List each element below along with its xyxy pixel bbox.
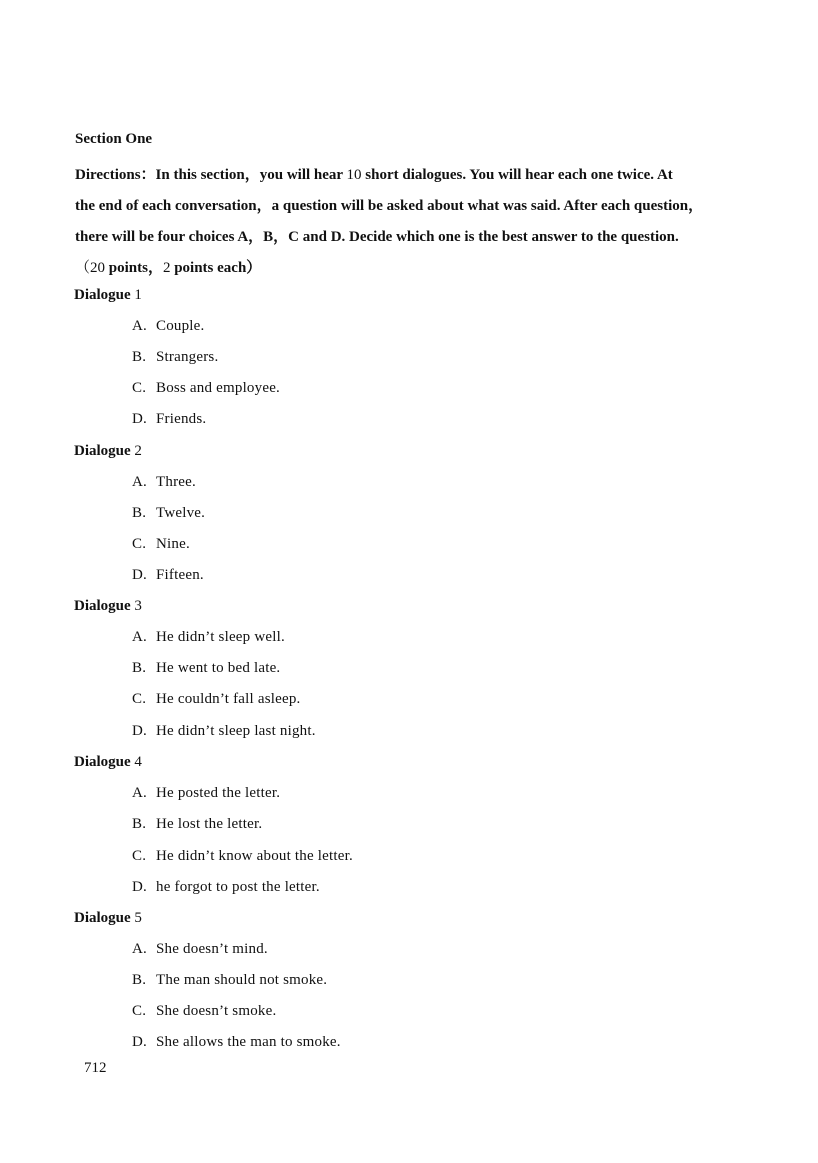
option-letter: A. xyxy=(132,941,147,957)
answer-option xyxy=(132,565,204,585)
option-letter: B. xyxy=(132,660,147,676)
option-text: He lost the letter. xyxy=(156,816,263,832)
option-letter: A. xyxy=(132,318,147,334)
page-number: 712 xyxy=(84,1060,107,1076)
option-text: Three. xyxy=(156,474,196,490)
dialogue-label: Dialogue xyxy=(74,754,131,770)
dialogue-heading xyxy=(74,752,142,772)
answer-option xyxy=(132,970,327,990)
points-total: 20 xyxy=(90,260,106,276)
option-letter: B. xyxy=(132,349,147,365)
answer-option xyxy=(132,1001,276,1021)
directions-line-4 xyxy=(75,253,747,284)
option-letter: C. xyxy=(132,1003,147,1019)
option-letter: A. xyxy=(132,629,147,645)
answer-option xyxy=(132,503,205,523)
dialogue-number: 2 xyxy=(134,443,142,459)
dialogue-label: Dialogue xyxy=(74,443,131,459)
answer-option xyxy=(132,472,196,492)
directions-line-3: there will be four choices A，B，C and D. Decide which one is the best answer to the question. xyxy=(75,229,679,245)
answer-option xyxy=(132,783,280,803)
answer-option xyxy=(132,877,320,897)
option-text: Strangers. xyxy=(156,349,219,365)
option-text: She doesn’t smoke. xyxy=(156,1003,277,1019)
points-mid: points， xyxy=(105,260,163,276)
option-text: Couple. xyxy=(156,318,205,334)
dialogue-count: 10 xyxy=(346,167,362,183)
points-end: points each） xyxy=(170,260,262,276)
dialogue-number: 3 xyxy=(134,598,142,614)
option-text: He went to bed late. xyxy=(156,660,281,676)
dialogue-heading xyxy=(74,441,142,461)
answer-option xyxy=(132,316,204,336)
directions-text-a: In this section，you will hear xyxy=(155,167,347,183)
dialogue-heading xyxy=(74,908,142,928)
answer-option xyxy=(132,378,280,398)
option-text: he forgot to post the letter. xyxy=(156,879,320,895)
answer-option xyxy=(132,939,268,959)
option-letter: C. xyxy=(132,536,147,552)
option-letter: B. xyxy=(132,816,147,832)
dialogue-label: Dialogue xyxy=(74,910,131,926)
option-letter: C. xyxy=(132,691,147,707)
dialogue-number: 4 xyxy=(134,754,142,770)
answer-option xyxy=(132,658,280,678)
directions-line-1 xyxy=(75,160,747,191)
option-letter: A. xyxy=(132,474,147,490)
answer-option xyxy=(132,627,285,647)
answer-option xyxy=(132,689,300,709)
dialogue-heading xyxy=(74,285,142,305)
option-letter: D. xyxy=(132,411,147,427)
option-text: He couldn’t fall asleep. xyxy=(156,691,301,707)
option-text: Nine. xyxy=(156,536,190,552)
answer-option xyxy=(132,721,316,741)
option-text: Friends. xyxy=(156,411,207,427)
option-text: He posted the letter. xyxy=(156,785,281,801)
option-text: She allows the man to smoke. xyxy=(156,1034,341,1050)
answer-option xyxy=(132,409,206,429)
dialogue-number: 1 xyxy=(134,287,142,303)
dialogue-heading xyxy=(74,596,142,616)
option-letter: D. xyxy=(132,1034,147,1050)
directions-text-b: short dialogues. You will hear each one twice. At xyxy=(361,167,673,183)
dialogue-number: 5 xyxy=(134,910,142,926)
points-open: （ xyxy=(75,260,91,276)
section-title: Section One xyxy=(75,131,153,147)
option-letter: A. xyxy=(132,785,147,801)
directions-label: Directions： xyxy=(75,167,156,183)
option-text: He didn’t sleep last night. xyxy=(156,723,316,739)
option-letter: B. xyxy=(132,972,147,988)
dialogue-label: Dialogue xyxy=(74,598,131,614)
option-text: The man should not smoke. xyxy=(156,972,328,988)
option-letter: C. xyxy=(132,848,147,864)
option-letter: B. xyxy=(132,505,147,521)
answer-option xyxy=(132,347,218,367)
answer-option xyxy=(132,534,190,554)
option-text: She doesn’t mind. xyxy=(156,941,268,957)
option-letter: D. xyxy=(132,723,147,739)
option-text: Boss and employee. xyxy=(156,380,280,396)
option-letter: D. xyxy=(132,879,147,895)
dialogue-label: Dialogue xyxy=(74,287,131,303)
points-each: 2 xyxy=(162,260,171,276)
option-letter: C. xyxy=(132,380,147,396)
option-text: He didn’t know about the letter. xyxy=(156,848,353,864)
directions-paragraph xyxy=(75,160,747,284)
answer-option xyxy=(132,814,262,834)
answer-option xyxy=(132,846,353,866)
directions-line-2: the end of each conversation，a question will be asked about what was said. After each question， xyxy=(75,198,704,214)
option-text: He didn’t sleep well. xyxy=(156,629,285,645)
answer-option xyxy=(132,1032,341,1052)
option-text: Fifteen. xyxy=(156,567,204,583)
option-letter: D. xyxy=(132,567,147,583)
option-text: Twelve. xyxy=(156,505,206,521)
